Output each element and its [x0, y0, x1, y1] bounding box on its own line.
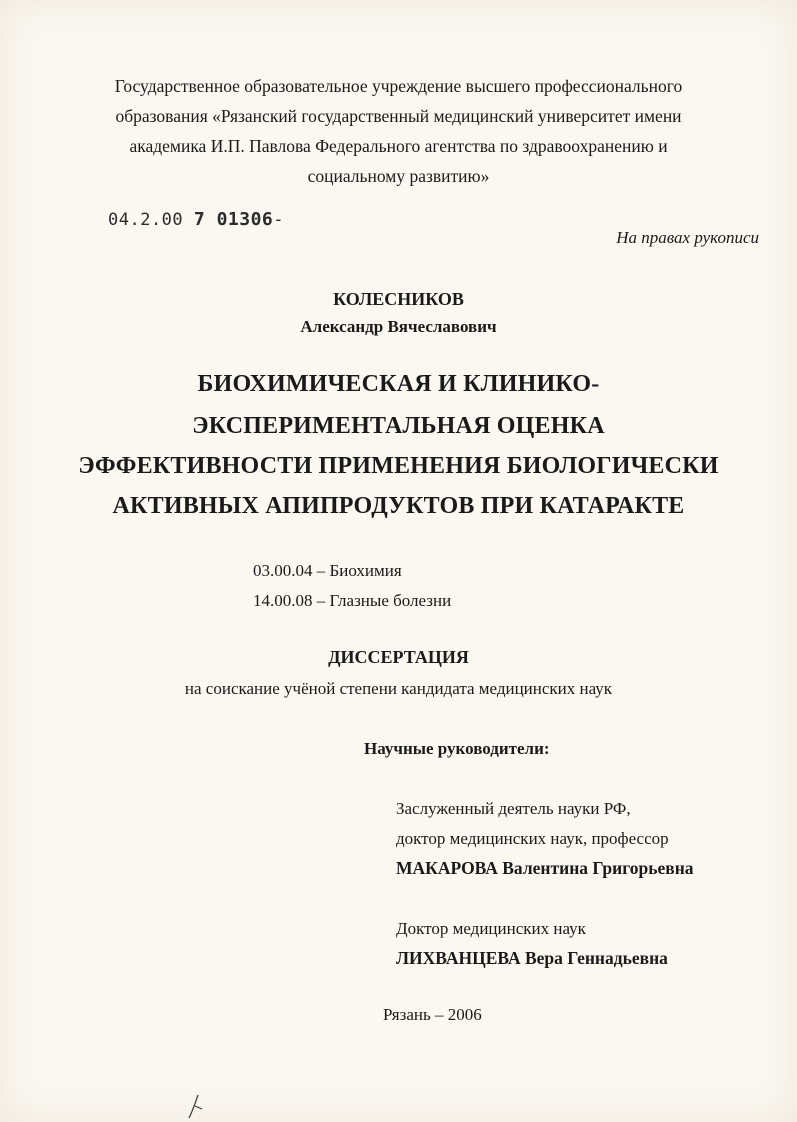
- title-line-2: ЭКСПЕРИМЕНТАЛЬНАЯ ОЦЕНКА: [192, 413, 605, 439]
- supervisors-heading: Научные руководители:: [364, 739, 550, 758]
- stamp-number: 7 01306: [193, 209, 274, 230]
- rights-note: На правах рукописи: [616, 228, 759, 247]
- archive-stamp: [108, 209, 284, 230]
- stamp-prefix: 04.2.00: [108, 210, 184, 230]
- degree-line: на соискание учёной степени кандидата медицинских наук: [184, 679, 613, 698]
- author-surname: КОЛЕСНИКОВ: [333, 289, 464, 309]
- institution-line-2: образования «Рязанский государственный медицинский университет имени: [115, 106, 682, 126]
- institution-line-3: академика И.П. Павлова Федерального агентства по здравоохранению и: [129, 136, 668, 156]
- city-year: Рязань – 2006: [383, 1005, 482, 1024]
- handwritten-mark: [185, 1092, 207, 1120]
- specialty-2: 14.00.08 – Глазные болезни: [253, 591, 452, 610]
- author-name: Александр Вячеславович: [300, 317, 497, 336]
- supervisor-2-name: ЛИХВАНЦЕВА Вера Геннадьевна: [396, 948, 668, 968]
- stamp-suffix: -: [273, 210, 285, 230]
- title-line-4: АКТИВНЫХ АПИПРОДУКТОВ ПРИ КАТАРАКТЕ: [112, 493, 685, 519]
- specialty-1: 03.00.04 – Биохимия: [253, 561, 402, 580]
- institution-line-1: Государственное образовательное учреждение высшего профессионального: [114, 76, 683, 96]
- supervisor-1-name: МАКАРОВА Валентина Григорьевна: [396, 858, 694, 878]
- supervisor-2-title: Доктор медицинских наук: [396, 919, 586, 938]
- supervisor-1-title-1: Заслуженный деятель науки РФ,: [396, 799, 631, 818]
- title-line-1: БИОХИМИЧЕСКАЯ И КЛИНИКО-: [197, 371, 600, 397]
- title-line-3: ЭФФЕКТИВНОСТИ ПРИМЕНЕНИЯ БИОЛОГИЧЕСКИ: [78, 453, 719, 479]
- supervisor-1-title-2: доктор медицинских наук, профессор: [396, 829, 669, 848]
- institution-line-4: социальному развитию»: [307, 166, 490, 186]
- dissertation-label: ДИССЕРТАЦИЯ: [328, 647, 469, 667]
